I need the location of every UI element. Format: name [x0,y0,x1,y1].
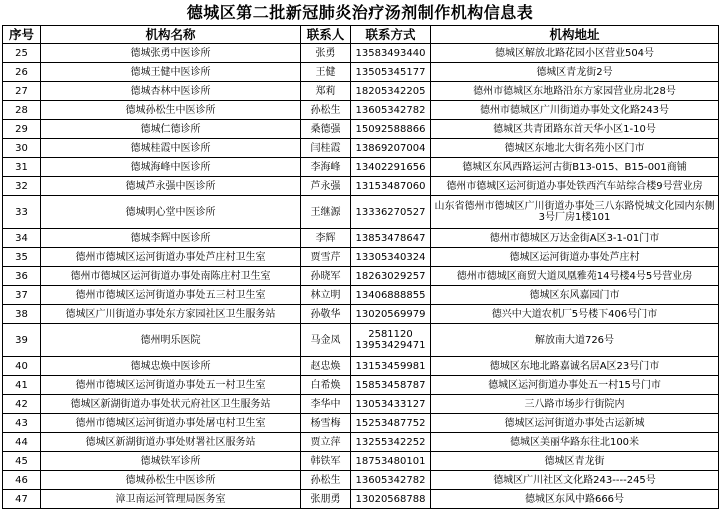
cell-name: 德城忠焕中医诊所 [41,357,301,376]
institution-table [2,25,719,509]
table-row [3,101,719,120]
table-body [3,44,719,509]
header-name: 机构名称 [41,26,301,44]
table-row [3,433,719,452]
header-index: 序号 [3,26,41,44]
cell-index: 25 [3,44,41,63]
table-row [3,248,719,267]
cell-index: 32 [3,177,41,196]
table-row [3,452,719,471]
cell-contact: 张朋勇 [301,490,351,509]
cell-name: 德城仁德诊所 [41,120,301,139]
cell-contact: 孙松生 [301,471,351,490]
cell-contact: 孙敬华 [301,305,351,324]
table-row [3,490,719,509]
cell-index: 26 [3,63,41,82]
cell-contact: 杨雪梅 [301,414,351,433]
cell-index: 36 [3,267,41,286]
cell-contact: 贾雪芹 [301,248,351,267]
cell-name: 德城区新湖街道办事处财署社区服务站 [41,433,301,452]
cell-name: 德城王健中医诊所 [41,63,301,82]
cell-name: 德城桂霞中医诊所 [41,139,301,158]
cell-contact: 李华中 [301,395,351,414]
cell-address: 德城区东地北大街名苑小区门市 [431,139,719,158]
cell-phone: 13406888855 [351,286,431,305]
header-address: 机构地址 [431,26,719,44]
table-row [3,376,719,395]
cell-phone: 13869207004 [351,139,431,158]
cell-name: 德城芦永强中医诊所 [41,177,301,196]
table-row [3,44,719,63]
cell-phone: 13305340324 [351,248,431,267]
cell-name: 德城杏林中医诊所 [41,82,301,101]
cell-phone: 13583493440 [351,44,431,63]
cell-contact: 赵忠焕 [301,357,351,376]
cell-index: 33 [3,196,41,229]
cell-index: 40 [3,357,41,376]
cell-phone: 15853458787 [351,376,431,395]
cell-contact: 孙晓军 [301,267,351,286]
cell-phone: 15253487752 [351,414,431,433]
cell-contact: 郑莉 [301,82,351,101]
cell-address: 德城区东风嘉园门市 [431,286,719,305]
table-row [3,120,719,139]
cell-address: 德城区运河街道办事处芦庄村 [431,248,719,267]
cell-contact: 李海峰 [301,158,351,177]
cell-name: 德城区新湖街道办事处状元府社区卫生服务站 [41,395,301,414]
cell-address: 山东省德州市德城区广川街道办事处三八东路悦城文化园内东侧3号厂房1楼101 [431,196,719,229]
cell-phone: 15092588866 [351,120,431,139]
cell-index: 35 [3,248,41,267]
cell-phone: 13153459981 [351,357,431,376]
cell-phone: 13853478647 [351,229,431,248]
table-row [3,395,719,414]
cell-phone: 13605342782 [351,471,431,490]
cell-index: 34 [3,229,41,248]
cell-index: 47 [3,490,41,509]
cell-contact: 马金凤 [301,324,351,357]
cell-index: 31 [3,158,41,177]
table-row [3,357,719,376]
cell-index: 27 [3,82,41,101]
cell-contact: 张勇 [301,44,351,63]
cell-phone: 13020568788 [351,490,431,509]
cell-contact: 闫桂霞 [301,139,351,158]
header-phone: 联系方式 [351,26,431,44]
cell-address: 德兴中大道农机厂5号楼下406号门市 [431,305,719,324]
table-row [3,82,719,101]
table-row [3,471,719,490]
cell-contact: 贾立萍 [301,433,351,452]
cell-name: 德州市德城区运河街道办事处芦庄村卫生室 [41,248,301,267]
cell-index: 41 [3,376,41,395]
header-row [3,26,719,44]
cell-name: 德州市德城区运河街道办事处五一村卫生室 [41,376,301,395]
cell-name: 德城明心堂中医诊所 [41,196,301,229]
cell-phone: 13053433127 [351,395,431,414]
cell-name: 德城区广川街道办事处东方家园社区卫生服务站 [41,305,301,324]
cell-address: 德州市德城区东地路沿东方家园营业房北28号 [431,82,719,101]
cell-address: 德城区美丽华路东往北100米 [431,433,719,452]
cell-name: 德城孙松生中医诊所 [41,101,301,120]
cell-address: 三八路市场步行街院内 [431,395,719,414]
table-row [3,229,719,248]
cell-address: 德州市德城区广川街道办事处文化路243号 [431,101,719,120]
cell-name: 德城李辉中医诊所 [41,229,301,248]
cell-name: 德城孙松生中医诊所 [41,471,301,490]
cell-index: 42 [3,395,41,414]
cell-phone: 2581120 13953429471 [351,324,431,357]
cell-contact: 孙松生 [301,101,351,120]
cell-phone: 18205342205 [351,82,431,101]
cell-phone: 13336270527 [351,196,431,229]
cell-name: 漳卫南运河管理局医务室 [41,490,301,509]
cell-address: 德城区广川社区文化路243----245号 [431,471,719,490]
cell-name: 德城铁军诊所 [41,452,301,471]
cell-phone: 13020569979 [351,305,431,324]
cell-name: 德州市德城区运河街道办事处五三村卫生室 [41,286,301,305]
cell-address: 德州市德城区商贸大道凤凰雅苑14号楼4号5号营业房 [431,267,719,286]
cell-phone: 18263029257 [351,267,431,286]
cell-phone: 18753480101 [351,452,431,471]
cell-contact: 芦永强 [301,177,351,196]
cell-contact: 白希焕 [301,376,351,395]
cell-phone: 13153487060 [351,177,431,196]
table-row [3,177,719,196]
table-row [3,286,719,305]
document-title: 德城区第二批新冠肺炎治疗汤剂制作机构信息表 [186,3,534,22]
cell-name: 德州市德城区运河街道办事处屠屯村卫生室 [41,414,301,433]
table-row [3,324,719,357]
cell-contact: 李辉 [301,229,351,248]
table-row [3,267,719,286]
table-row [3,63,719,82]
cell-index: 44 [3,433,41,452]
cell-contact: 林立明 [301,286,351,305]
cell-index: 46 [3,471,41,490]
header-contact: 联系人 [301,26,351,44]
cell-address: 德城区共青团路东首天华小区1-10号 [431,120,719,139]
table-row [3,305,719,324]
cell-name: 德州明乐医院 [41,324,301,357]
cell-address: 德城区东风中路666号 [431,490,719,509]
cell-address: 德城区青龙街 [431,452,719,471]
cell-name: 德州市德城区运河街道办事处南陈庄村卫生室 [41,267,301,286]
cell-index: 45 [3,452,41,471]
table-row [3,158,719,177]
cell-index: 43 [3,414,41,433]
cell-phone: 13255342252 [351,433,431,452]
cell-address: 德城区东地北路嘉诚名居A区23号门市 [431,357,719,376]
table-row [3,196,719,229]
cell-phone: 13402291656 [351,158,431,177]
cell-contact: 王继源 [301,196,351,229]
cell-contact: 王健 [301,63,351,82]
cell-index: 38 [3,305,41,324]
cell-address: 德城区解放北路花园小区营业504号 [431,44,719,63]
cell-phone: 13505345177 [351,63,431,82]
cell-phone: 13605342782 [351,101,431,120]
table-row [3,139,719,158]
cell-address: 德州市德城区运河街道办事处铁西汽车站综合楼9号营业房 [431,177,719,196]
cell-index: 30 [3,139,41,158]
cell-index: 28 [3,101,41,120]
cell-contact: 桑德强 [301,120,351,139]
cell-contact: 韩铁军 [301,452,351,471]
cell-index: 29 [3,120,41,139]
cell-address: 德城区运河街道办事处五一村15号门市 [431,376,719,395]
cell-index: 37 [3,286,41,305]
cell-name: 德城张勇中医诊所 [41,44,301,63]
cell-address: 德州市德城区万达金街A区3-1-01门市 [431,229,719,248]
cell-address: 德城区青龙街2号 [431,63,719,82]
cell-address: 德城区运河街道办事处古运新城 [431,414,719,433]
cell-index: 39 [3,324,41,357]
table-row [3,414,719,433]
cell-address: 解放南大道726号 [431,324,719,357]
cell-address: 德城区东风西路运河古街B13-015、B15-001商铺 [431,158,719,177]
cell-name: 德城海峰中医诊所 [41,158,301,177]
